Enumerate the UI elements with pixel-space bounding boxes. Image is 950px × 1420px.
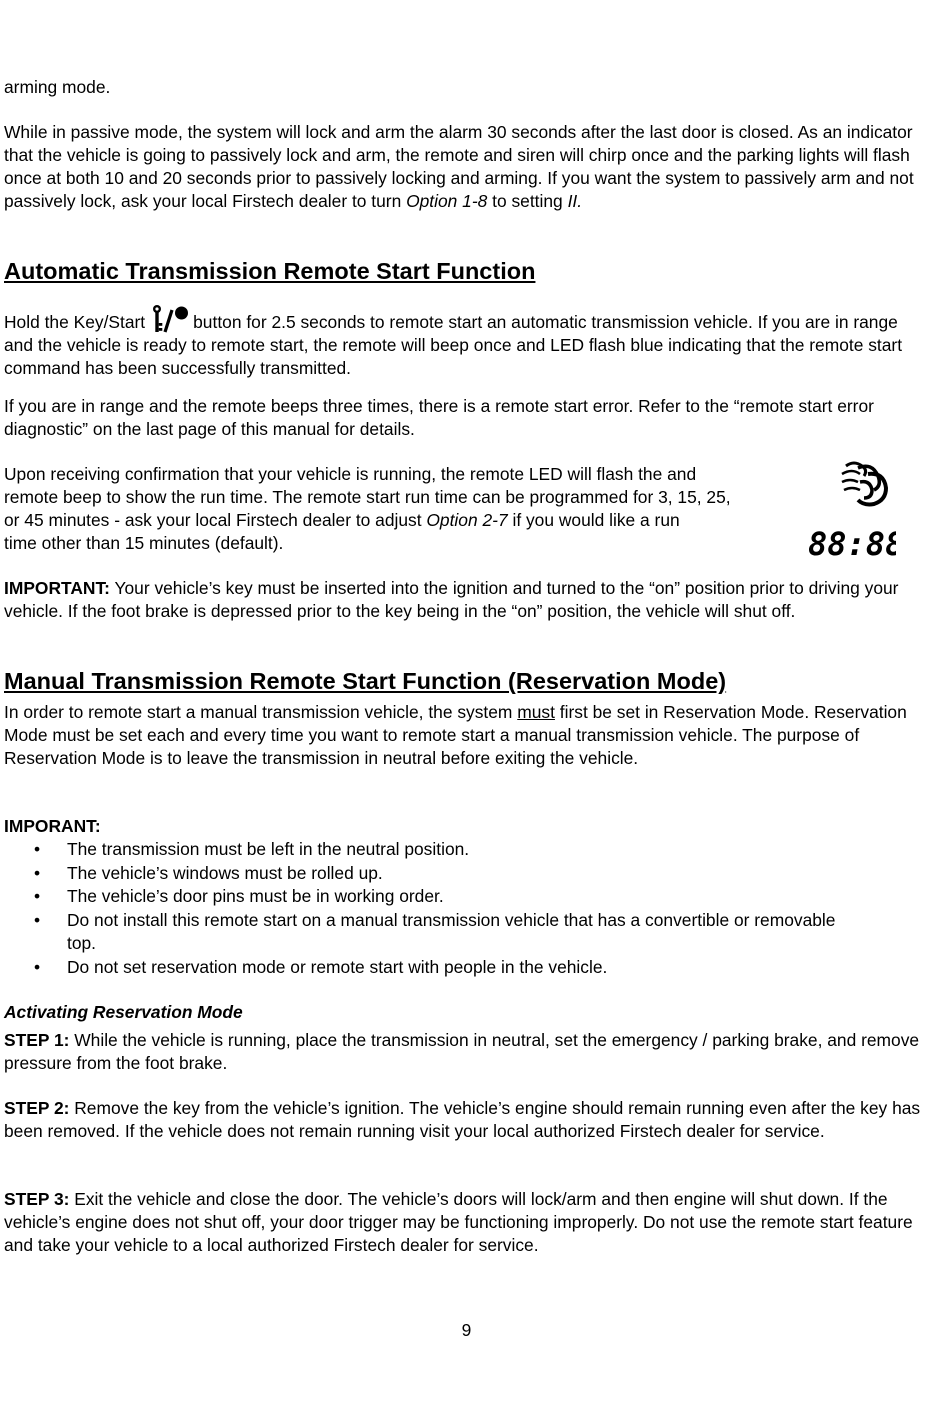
passive-mode-paragraph [4,121,929,213]
step-3 [4,1188,929,1257]
step-label: STEP 1: [4,1030,70,1050]
list-item: • Do not install this remote start on a manual transmission vehicle that has a convertible or removable top. [4,909,929,956]
run-time-line-4: time other than 15 minutes (default). [4,533,284,553]
run-time-line-1: Upon receiving confirmation that your vehicle is running, the remote LED will flash the and [4,464,697,484]
imporant-label: IMPORANT: [4,816,101,836]
passive-mid-text: to setting [487,191,568,211]
auto-start-paragraph-2: If you are in range and the remote beeps three times, there is a remote start error. Refer to the “remote start error diagnostic” on the last page of this manual for details. [4,396,874,439]
engine-running-icon [838,460,890,510]
list-item: • Do not set reservation mode or remote start with people in the vehicle. [4,956,929,980]
manual-must: must [517,702,555,722]
keystart-text-after: button for 2.5 seconds to remote start an automatic transmission vehicle. If you are in range and the vehicle is ready to remote start, the remote will beep once and LED flash blue indicating that the remote start command has been successfully transmitted. [4,312,903,378]
requirements-list [4,838,929,979]
manual-text-before: In order to remote start a manual transmission vehicle, the system [4,702,518,722]
manual-start-paragraph [4,701,929,770]
run-time-line-2: remote beep to show the run time. The remote start run time can be programmed for 3, 15, 25, [4,487,731,507]
key-start-icon [147,304,191,334]
activating-heading: Activating Reservation Mode [4,1002,243,1022]
manual-text-after: first be set in Reservation Mode. Reservation Mode must be set each and every time you want to remote start a manual transmission vehicle. The purpose of Reservation Mode is to leave the transmission in neutral before exiting the vehicle. [4,702,907,768]
list-item: • The transmission must be left in the neutral position. [4,838,929,862]
passive-setting: II. [567,191,583,211]
step-1 [4,1029,929,1075]
auto-start-paragraph-1 [4,304,929,380]
run-time-option: Option 2-7 [426,510,508,530]
page-number: 9 [461,1320,472,1340]
lcd-timer-icon [806,527,896,559]
passive-text: While in passive mode, the system will lock and arm the alarm 30 seconds after the last door is closed. As an indicator that the vehicle is going to passively lock and arm, the remote and siren will chirp once and the parking lights will flash once at both 10 and 20 seconds prior to passively locking and arming. If you want the system to passively arm and not passively lock, ask your local Firstech dealer to turn [4,122,914,211]
passive-option: Option 1-8 [406,191,488,211]
auto-important-paragraph [4,577,929,623]
manual-start-heading: Manual Transmission Remote Start Function (Reservation Mode) [4,668,727,694]
intro-line: arming mode. [4,77,111,97]
step-2 [4,1097,929,1143]
important-text: Your vehicle’s key must be inserted into the ignition and turned to the “on” position prior to driving your vehicle. If the foot brake is depressed prior to the key being in the “on” position, the vehicle will shut off. [4,578,899,621]
keystart-text-before: Hold the Key/Start [4,312,146,332]
auto-start-heading: Automatic Transmission Remote Start Function [4,258,536,284]
important-label: IMPORTANT: [4,578,110,598]
timer-display-text: 88:88 [808,527,896,559]
list-item: • The vehicle’s door pins must be in working order. [4,885,929,909]
list-item: • The vehicle’s windows must be rolled up. [4,862,929,886]
step-label: STEP 2: [4,1098,70,1118]
step-text: While the vehicle is running, place the transmission in neutral, set the emergency / parking brake, and remove pressure from the foot brake. [4,1030,920,1073]
run-time-text-after: if you would like a run [507,510,680,530]
step-text: Exit the vehicle and close the door. The vehicle’s doors will lock/arm and then engine will shut down. If the vehicle’s engine does not shut off, your door trigger may be functioning improperly. Do not use the remote start feature and take your vehicle to a local authorized Firstech dealer for service. [4,1189,913,1255]
run-time-text: or 45 minutes - ask your local Firstech dealer to adjust [4,510,427,530]
step-text: Remove the key from the vehicle’s ignition. The vehicle’s engine should remain running even after the key has been removed. If the vehicle does not remain running visit your local authorized Firstech dealer for service. [4,1098,921,1141]
step-label: STEP 3: [4,1189,70,1209]
run-time-line-3 [4,509,929,532]
